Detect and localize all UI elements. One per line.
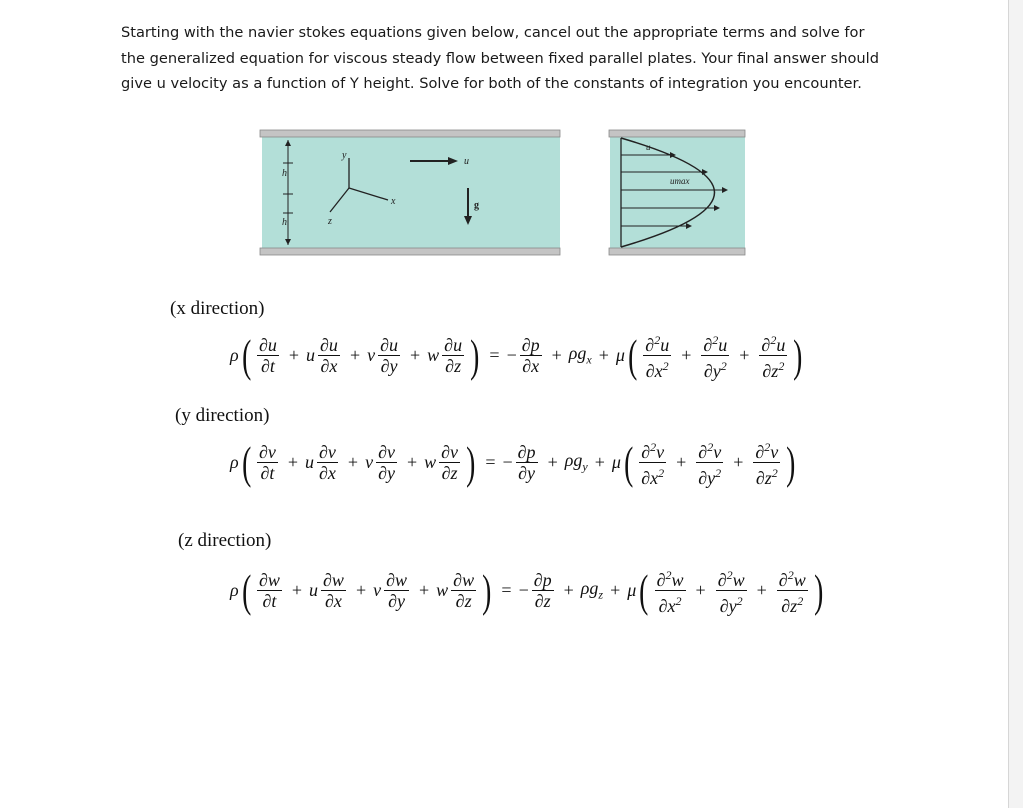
h-top-label: h — [282, 168, 287, 179]
profile-u-label: u — [646, 142, 651, 152]
y-axis-label: y — [342, 150, 347, 161]
profile-top-plate — [609, 130, 745, 137]
g-label: g — [474, 200, 479, 211]
y-direction-label: (y direction) — [175, 405, 270, 426]
x-momentum-equation: ρ ( $\frac{\partial u}{\partial t}$ + u $\frac{\partial u}{\partial x}$ + v $\frac{\partial u}{\partial y}$ + w $\frac{\partial u}{\partial z}$ ) = − $\frac{\partial p}{\partial x}$ + $\rho g_x$ + μ ( $\frac{\partial^2u}{\partial x^2}$ + $\frac{\partial^2u}{\partial y^2}$ + $\frac{\partial^2u}{\partial z^2}$ ) — [230, 329, 803, 381]
profile-fluid-region — [611, 134, 745, 250]
profile-bottom-plate — [609, 248, 745, 255]
problem-statement — [121, 20, 921, 97]
x-axis-label: x — [391, 196, 396, 207]
z-axis-label: z — [328, 216, 332, 227]
parallel-plates-figure — [258, 128, 638, 258]
fluid-region — [262, 134, 560, 250]
problem-line-3: give u velocity as a function of Y height. Solve for both of the constants of integration you encounter. — [121, 75, 862, 92]
x-direction-label: (x direction) — [170, 298, 265, 319]
h-bottom-label: h — [282, 217, 287, 228]
top-plate — [260, 130, 560, 137]
problem-line-1: Starting with the navier stokes equations given below, cancel out the appropriate terms and solve for — [121, 24, 865, 41]
z-direction-label: (z direction) — [178, 530, 272, 551]
z-momentum-equation: ρ ( $\frac{\partial w}{\partial t}$ + u $\frac{\partial w}{\partial x}$ + v $\frac{\partial w}{\partial y}$ + w $\frac{\partial w}{\partial z}$ ) = − $\frac{\partial p}{\partial z}$ + $\rho g_z$ + μ ( $\frac{\partial^2w}{\partial x^2}$ + $\frac{\partial^2w}{\partial y^2}$ + $\frac{\partial^2w}{\partial z^2}$ ) — [230, 564, 823, 616]
problem-line-2: the generalized equation for viscous steady flow between fixed parallel plates. Your final answer should — [121, 49, 879, 67]
left-panel — [260, 130, 560, 255]
velocity-profile-figure — [608, 128, 748, 258]
y-momentum-equation: ρ ( $\frac{\partial v}{\partial t}$ + u $\frac{\partial v}{\partial x}$ + v $\frac{\partial v}{\partial y}$ + w $\frac{\partial v}{\partial z}$ ) = − $\frac{\partial p}{\partial y}$ + $\rho g_y$ + μ ( $\frac{\partial^2v}{\partial x^2}$ + $\frac{\partial^2v}{\partial y^2}$ + $\frac{\partial^2v}{\partial z^2}$ ) — [230, 436, 796, 488]
umax-label: umax — [670, 176, 690, 186]
u-label: u — [464, 156, 469, 167]
bottom-plate — [260, 248, 560, 255]
